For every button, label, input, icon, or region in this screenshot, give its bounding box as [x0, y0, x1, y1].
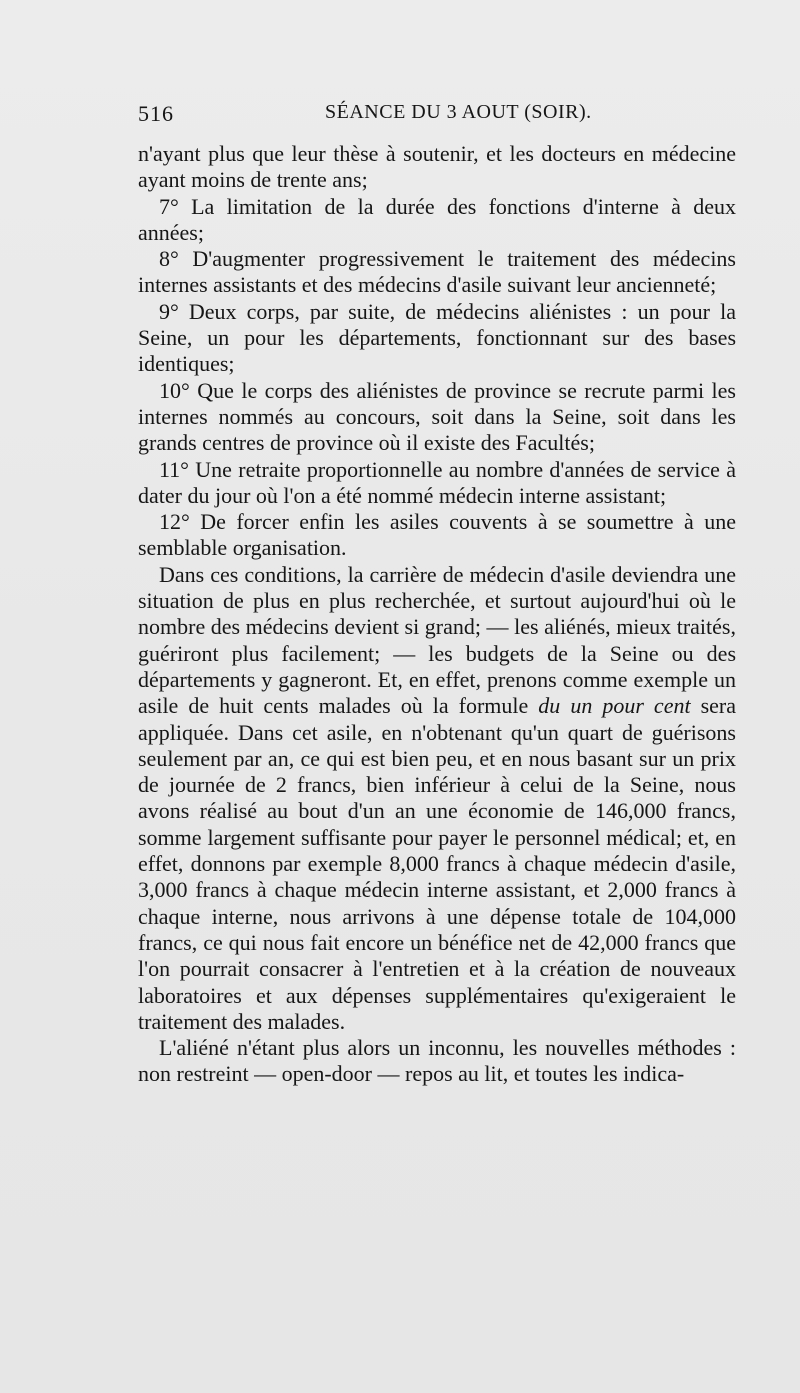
list-item-11: 11° Une retraite proportionnelle au nombre d'années de service à dater du jour où l'on a été nommé médecin interne assistant;: [138, 456, 736, 508]
running-title: SÉANCE DU 3 AOUT (SOIR).: [325, 101, 592, 123]
body-text: [138, 141, 736, 1088]
paragraph-text-before: Dans ces conditions, la carrière de médecin d'asile deviendra une situation de plus en plus recherchée, et surtout aujourd'hui où le nombre des médecins devient si grand; — les aliénés, mieux traités, guériront plus facilement; — les budgets de la Seine ou des départements y gagneront. Et, en effet, prenons comme exemple un asile de huit cents malades où la formule: [138, 561, 736, 719]
page-header: [138, 101, 738, 131]
list-item-8: 8° D'augmenter progressivement le traitement des médecins internes assistants et des médecins d'asile suivant leur ancienneté;: [138, 246, 736, 298]
page-number: 516: [138, 101, 174, 126]
list-item-10: 10° Que le corps des aliénistes de province se recrute parmi les internes nommés au concours, soit dans la Seine, soit dans les grands centres de province où il existe des Facultés;: [138, 377, 736, 456]
paragraph-aliene: L'aliéné n'étant plus alors un inconnu, les nouvelles méthodes : non restreint — open-door — repos au lit, et toutes les indica-: [138, 1035, 736, 1087]
list-item-12: 12° De forcer enfin les asiles couvents à se soumettre à une semblable organisation.: [138, 509, 736, 561]
paragraph-text-after: sera appliquée. Dans cet asile, en n'obtenant qu'un quart de guérisons seulement par an, ce qui est bien peu, et en nous basant sur un prix de journée de 2 francs, bien inférieur à celui de la Seine, nous avons réalisé au bout d'un an une économie de 146,000 francs, somme largement suffisante pour payer le personnel médical; et, en effet, donnons par exemple 8,000 francs à chaque médecin d'asile, 3,000 francs à chaque médecin interne assistant, et 2,000 francs à chaque interne, nous arrivons à une dépense totale de 104,000 francs, ce qui nous fait encore un bénéfice net de 42,000 francs que l'on pourrait consacrer à l'entretien et à la création de nouveaux laboratoires et aux dépenses supplémentaires qu'exigeraient le traitement des malades.: [138, 693, 737, 1034]
paragraph-continuation: n'ayant plus que leur thèse à soutenir, et les docteurs en médecine ayant moins de trente ans;: [138, 141, 736, 193]
list-item-9: 9° Deux corps, par suite, de médecins aliénistes : un pour la Seine, un pour les départements, fonctionnant sur des bases identiques;: [138, 298, 736, 377]
formula-italic: du un pour cent: [538, 693, 691, 719]
list-item-7: 7° La limitation de la durée des fonctions d'interne à deux années;: [138, 193, 736, 245]
paragraph-conditions: [138, 562, 736, 1035]
